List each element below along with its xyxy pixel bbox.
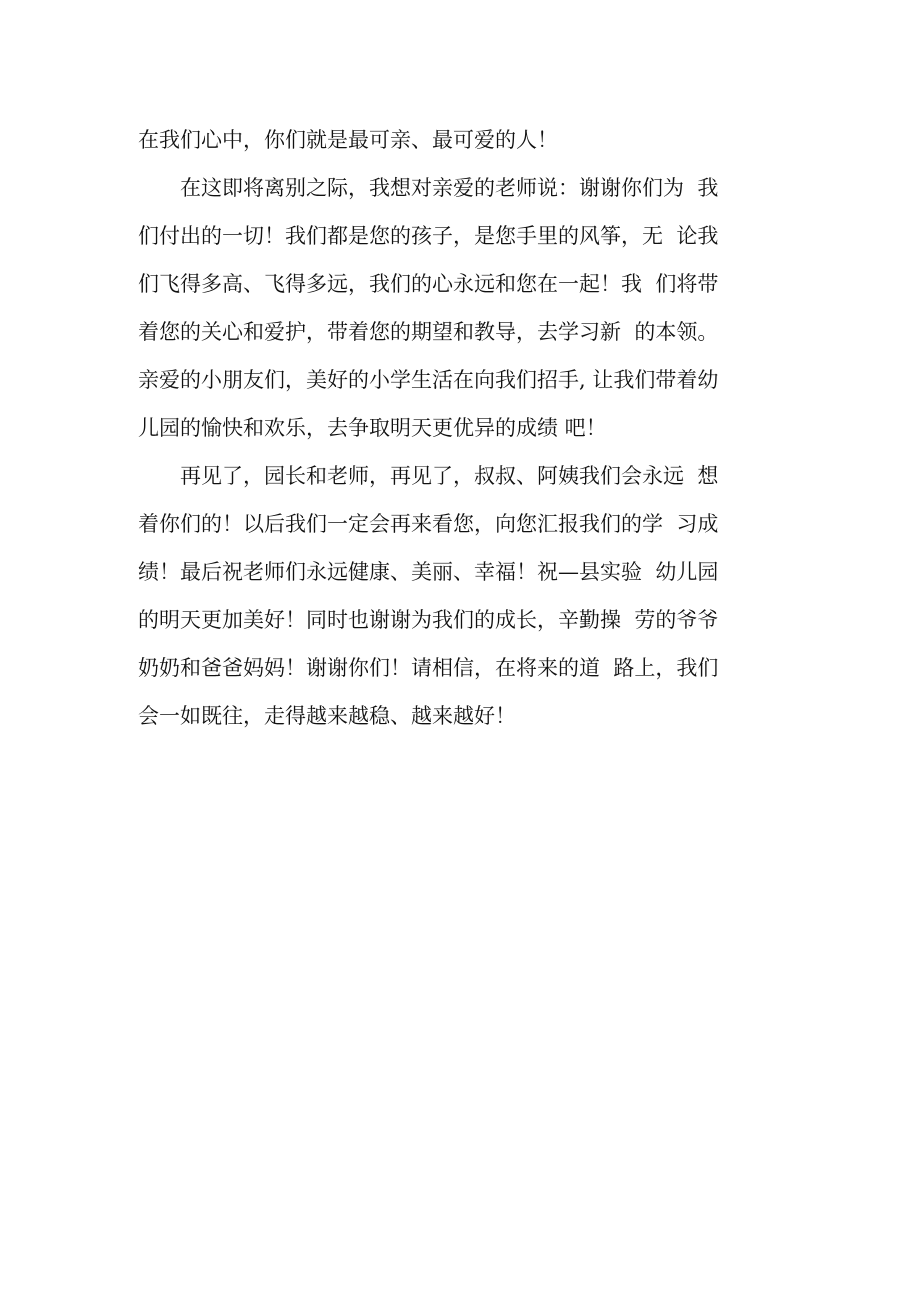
text-line: 亲爱的小朋友们，美好的小学生活在向我们招手, 让我们带着幼 bbox=[138, 368, 719, 392]
text-line: 的明天更加美好！同时也谢谢为我们的成长，辛勤操 劳的爷爷 bbox=[138, 608, 719, 632]
text-line: 们飞得多高、飞得多远，我们的心永远和您在一起！我 们将带 bbox=[138, 272, 719, 296]
text-line: 着你们的！以后我们一定会再来看您，向您汇报我们的学 习成 bbox=[138, 512, 719, 536]
text-line: 儿园的愉快和欢乐，去争取明天更优异的成绩 吧！ bbox=[138, 416, 607, 440]
text-line: 会一如既往，走得越来越稳、越来越好！ bbox=[138, 704, 516, 728]
text-line: 在这即将离别之际，我想对亲爱的老师说：谢谢你们为 我 bbox=[138, 176, 719, 200]
text-line: 绩！最后祝老师们永远健康、美丽、幸福！祝—县实验 幼儿园 bbox=[138, 560, 719, 584]
text-line: 奶奶和爸爸妈妈！谢谢你们！请相信，在将来的道 路上，我们 bbox=[138, 656, 719, 680]
text-line: 着您的关心和爱护，带着您的期望和教导，去学习新 的本领。 bbox=[138, 320, 719, 344]
text-line: 们付出的一切！我们都是您的孩子，是您手里的风筝，无 论我 bbox=[138, 224, 719, 248]
body-text bbox=[138, 116, 788, 740]
text-line: 在我们心中，你们就是最可亲、最可爱的人！ bbox=[138, 128, 558, 152]
text-line: 再见了，园长和老师，再见了，叔叔、阿姨我们会永远 想 bbox=[138, 464, 719, 488]
